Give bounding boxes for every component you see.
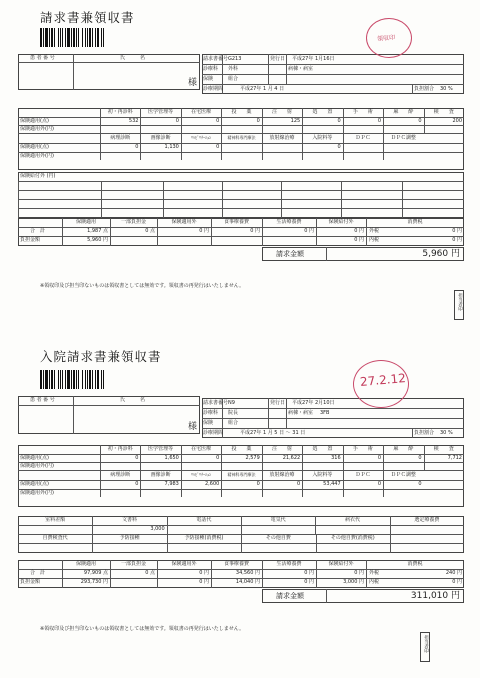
honorific: 様 xyxy=(188,422,198,432)
column-header: 病衣代 xyxy=(344,517,361,523)
rule xyxy=(140,133,141,160)
row-label: 保険適用外(円) xyxy=(20,152,54,159)
rule xyxy=(18,489,464,490)
value-cell: 0 xyxy=(135,144,139,150)
row-label: 保険適用(点) xyxy=(20,117,49,124)
column-header: 予防接種(消費税) xyxy=(184,535,224,541)
rule xyxy=(18,454,464,455)
rule xyxy=(343,108,344,133)
rule xyxy=(383,108,384,133)
dept: 院長 xyxy=(228,410,239,416)
value-cell: 53,447 xyxy=(323,481,341,487)
value-cell: 316 xyxy=(331,454,341,461)
value-cell: 1,130 xyxy=(164,144,179,150)
rule xyxy=(18,208,464,209)
rule xyxy=(383,445,384,470)
rule xyxy=(221,445,222,470)
period: 平成27年 1 月 4 日 xyxy=(240,86,285,92)
rule xyxy=(262,108,263,133)
note: ※領収印及び担当印ないものは領収書としては無効です。領収書の再発行はいたしません。 xyxy=(40,626,245,632)
value-cell: 0 円 xyxy=(354,228,364,234)
column-header: 検 査 xyxy=(433,109,454,115)
rule xyxy=(343,470,344,497)
column-header: 在宅医療 xyxy=(191,109,212,115)
tax-value: 0 円 xyxy=(452,228,462,234)
value-cell: 0 xyxy=(216,454,220,461)
value-cell: 0 xyxy=(135,454,139,461)
dept-label: 診療科 xyxy=(203,410,219,416)
column-header: 予防接種 xyxy=(119,535,140,541)
column-header: 画像診断 xyxy=(150,134,171,141)
rule xyxy=(18,152,464,153)
value-cell: 7,712 xyxy=(447,454,462,461)
column-header: ＤＰＣ xyxy=(355,134,371,141)
column-header: 入院料等 xyxy=(312,471,333,478)
value-cell: 293,730 円 xyxy=(80,579,108,585)
rule xyxy=(424,445,425,470)
value-cell: 7,983 xyxy=(164,481,179,487)
value-cell: 0 xyxy=(256,117,260,124)
column-header: 在宅医療 xyxy=(191,446,212,452)
value-cell: 1,650 xyxy=(164,454,179,461)
rule xyxy=(302,470,303,497)
rule xyxy=(241,516,242,534)
value-cell: 2,600 xyxy=(205,481,220,487)
column-header: 一部負担金 xyxy=(120,561,147,567)
value-cell: 0 円 xyxy=(199,579,209,585)
row-label: 合 計 xyxy=(30,228,46,234)
patient-no-label: 患 者 番 号 xyxy=(30,55,55,61)
column-header: 画像診断 xyxy=(150,471,171,478)
value-cell: 0 円 xyxy=(304,570,314,576)
tax-label: 内税 xyxy=(369,237,380,243)
column-header: 検 査 xyxy=(433,446,454,452)
value-cell: 5,960 円 xyxy=(87,237,108,243)
rule xyxy=(140,470,141,497)
column-header: 食事療養費 xyxy=(223,561,250,567)
rule xyxy=(221,133,222,160)
column-header: その他自費 xyxy=(265,535,291,541)
value-cell: 200 xyxy=(452,117,462,124)
row-label: 保険適用外(円) xyxy=(20,462,54,469)
column-header: ﾘﾊﾋﾞﾘﾃｰｼｮﾝ xyxy=(191,134,212,140)
column-header: 保険適用 xyxy=(75,561,97,567)
value-cell: 0 円 xyxy=(199,228,209,234)
value-cell: 2,579 xyxy=(245,454,260,461)
rule xyxy=(181,445,182,470)
name-label: 氏 名 xyxy=(120,55,146,61)
column-header: 注 射 xyxy=(271,446,293,452)
document-title: 請求書兼領収書 xyxy=(40,10,135,25)
value-cell: 0 xyxy=(418,454,422,461)
row-label: 負担金額 xyxy=(20,237,41,243)
ward-label: 病棟・病室 xyxy=(288,410,314,416)
rule xyxy=(62,560,63,588)
column-header: 保険適用外 xyxy=(171,561,197,567)
column-header: 手 術 xyxy=(352,446,373,452)
barcode xyxy=(40,28,148,47)
value-cell: 0 xyxy=(377,481,382,487)
value-cell: 0 xyxy=(377,117,382,124)
column-header: 生活療養費 xyxy=(276,561,302,567)
period-label: 診療期間 xyxy=(203,430,224,436)
rule xyxy=(92,516,93,534)
value-cell: 3,000 xyxy=(150,526,165,532)
rule xyxy=(315,516,316,534)
column-header: 消費税 xyxy=(407,561,423,567)
column-header: 精神科専門療法 xyxy=(227,471,256,477)
column-header: 投 薬 xyxy=(231,446,252,452)
rule xyxy=(92,534,93,553)
column-header: 電気代 xyxy=(270,517,286,523)
column-header: 保険給付外 xyxy=(328,561,354,567)
row-label: 保険適用(点) xyxy=(20,454,49,461)
column-header: 放射線治療 xyxy=(269,471,295,478)
column-header: 放射線治療 xyxy=(269,134,295,141)
column-header: 精神科専門療法 xyxy=(227,134,256,140)
value-cell: 0 xyxy=(216,117,220,124)
value-cell: 0 xyxy=(175,117,179,124)
rule xyxy=(211,560,212,588)
rule xyxy=(167,534,168,553)
rule xyxy=(181,133,182,160)
column-header: 電話代 xyxy=(196,517,212,523)
value-cell: 21,622 xyxy=(282,454,301,461)
rule xyxy=(100,470,101,497)
column-header: 投 薬 xyxy=(231,109,252,115)
rule xyxy=(343,445,344,470)
dept-label: 診療科 xyxy=(203,66,219,72)
value-cell: 14,040 円 xyxy=(235,579,260,585)
rule xyxy=(241,534,242,553)
rule xyxy=(181,470,182,497)
rule xyxy=(100,445,101,470)
rule xyxy=(326,247,327,261)
honorific: 様 xyxy=(188,78,198,88)
column-header: 処 置 xyxy=(312,446,333,452)
rule xyxy=(316,534,317,553)
rule xyxy=(222,181,223,218)
column-header: 消費税 xyxy=(407,219,423,225)
rule xyxy=(366,218,367,246)
receipt-stamp: 27.2.12 xyxy=(353,360,409,408)
rule xyxy=(62,218,63,246)
rule xyxy=(18,181,464,182)
rule xyxy=(18,181,19,218)
rule xyxy=(316,560,317,588)
column-header: 麻 酔 xyxy=(393,109,414,115)
claim-label: 請求金額 xyxy=(276,250,304,258)
value-cell: 0 円 xyxy=(304,579,314,585)
rule xyxy=(383,133,384,160)
rule xyxy=(157,560,158,588)
ward: 3FB xyxy=(320,410,330,416)
rule xyxy=(18,236,464,237)
claim-label: 請求金額 xyxy=(276,592,304,600)
patient-no-label: 患 者 番 号 xyxy=(30,397,55,403)
period-label: 診療期間 xyxy=(203,86,224,92)
rule xyxy=(140,445,141,470)
value-cell: 0 円 xyxy=(354,237,364,243)
tax-value: 0 円 xyxy=(452,579,462,585)
column-header: 一部負担金 xyxy=(120,219,147,225)
row-label: 合 計 xyxy=(30,570,46,576)
period: 平成27年 1 月 5 日 ～ 31 日 xyxy=(240,430,306,436)
column-header: ＤＰＣ調整 xyxy=(390,134,416,141)
rule xyxy=(18,125,464,126)
rule xyxy=(101,181,102,218)
column-header: ＤＰＣ調整 xyxy=(390,471,416,478)
value-cell: 0 xyxy=(337,144,341,150)
rule xyxy=(157,218,158,246)
rule xyxy=(366,560,367,588)
rule xyxy=(424,108,425,133)
seikyu-no-label: 請求書番号 xyxy=(203,56,229,62)
name-label: 氏 名 xyxy=(120,397,146,403)
row-label: 保険適用(点) xyxy=(20,481,49,487)
receipt-stamp: 領収印 xyxy=(366,18,412,58)
value-cell: 0 円 xyxy=(250,228,260,234)
value-cell: 0 円 xyxy=(304,228,314,234)
rule xyxy=(316,218,317,246)
issue-date: 平成27年 1月16日 xyxy=(292,56,335,62)
value-cell: 97,909 点 xyxy=(83,570,108,576)
rule xyxy=(100,108,101,133)
value-cell: 0 xyxy=(337,117,341,124)
rule xyxy=(341,181,342,218)
burden: 30 % xyxy=(440,430,453,436)
rule xyxy=(390,516,391,534)
value-cell: 0 円 xyxy=(199,570,209,576)
insurance: 組合 xyxy=(228,420,239,426)
tax-value: 240 円 xyxy=(445,570,462,576)
rule xyxy=(262,133,263,160)
rule xyxy=(262,470,263,497)
rule xyxy=(18,480,464,481)
column-header: 注 射 xyxy=(271,109,293,115)
column-header: 医学管理等 xyxy=(148,109,174,115)
rule xyxy=(18,199,464,200)
rule xyxy=(163,181,164,218)
rule xyxy=(167,516,168,534)
column-header: 手 術 xyxy=(352,109,373,115)
burden: 30 % xyxy=(440,86,453,92)
claim-amount: 311,010 円 xyxy=(410,591,460,601)
rule xyxy=(326,589,327,603)
column-header: 初・再診料 xyxy=(107,446,133,452)
value-cell: 0 円 xyxy=(354,570,364,576)
value-cell: 0 xyxy=(418,481,422,487)
non-covered-label: 保険給付外 (円) xyxy=(20,173,56,179)
rule xyxy=(390,534,391,553)
rule xyxy=(383,470,384,497)
insurance-label: 保険 xyxy=(203,76,214,82)
barcode xyxy=(40,370,148,389)
column-header: 処 置 xyxy=(312,109,333,115)
ward-label: 病棟・病室 xyxy=(288,66,314,72)
value-cell: 0 点 xyxy=(145,228,155,234)
rule xyxy=(281,181,282,218)
rule xyxy=(18,117,464,118)
rule xyxy=(221,470,222,497)
value-cell: 0 xyxy=(418,117,422,124)
value-cell: 532 xyxy=(128,117,139,124)
seikyu-no: N9 xyxy=(228,400,235,406)
value-cell: 0 xyxy=(377,454,382,461)
rule xyxy=(221,108,222,133)
rule xyxy=(262,445,263,470)
value-cell: 0 xyxy=(216,144,220,150)
value-cell: 1,987 点 xyxy=(87,228,108,234)
non-covered-box xyxy=(18,172,464,218)
rule xyxy=(302,108,303,133)
column-header: その他自費(消費税) xyxy=(330,535,375,541)
column-header: ＤＰＣ xyxy=(355,471,371,478)
value-cell: 0 xyxy=(297,481,301,487)
tax-label: 内税 xyxy=(369,579,380,585)
rule xyxy=(211,218,212,246)
rule xyxy=(110,218,111,246)
rule xyxy=(402,181,403,218)
column-header: 入院料等 xyxy=(312,134,333,141)
rule xyxy=(18,143,464,144)
tax-label: 外税 xyxy=(369,570,380,576)
burden-label: 負担割合 xyxy=(414,430,435,436)
column-header: 選定療養費 xyxy=(414,517,440,523)
column-header: 初・再診料 xyxy=(107,109,133,115)
rule xyxy=(302,445,303,470)
rule xyxy=(262,560,263,588)
row-label: 保険適用(点) xyxy=(20,144,49,150)
value-cell: 0 点 xyxy=(145,570,155,576)
column-header: 保険適用外 xyxy=(171,219,197,225)
staff-seal-box: 担当者印 xyxy=(420,632,430,662)
rule xyxy=(18,227,464,228)
column-header: 病理診断 xyxy=(110,134,131,141)
value-cell: 34,560 円 xyxy=(235,570,260,576)
issue-label: 発行日 xyxy=(270,400,286,406)
column-header: 生活療養費 xyxy=(276,219,302,225)
note: ※領収印及び担当印ないものは領収書としては無効です。領収書の再発行はいたしません。 xyxy=(40,283,245,289)
row-label: 保険適用外(円) xyxy=(20,125,54,132)
value-cell: 0 xyxy=(256,481,260,487)
rule xyxy=(140,108,141,133)
rule xyxy=(18,190,464,191)
insurance-label: 保険 xyxy=(203,420,214,426)
value-cell: 3,000 円 xyxy=(343,579,364,585)
document-title: 入院請求書兼領収書 xyxy=(40,349,162,364)
rule xyxy=(100,133,101,160)
issue-date: 平成27年 2月10日 xyxy=(292,400,335,406)
value-cell: 0 xyxy=(135,481,139,487)
column-header: 室料差額 xyxy=(45,517,66,523)
seikyu-no: G213 xyxy=(228,56,242,62)
tax-label: 外税 xyxy=(369,228,380,234)
rule xyxy=(262,218,263,246)
column-header: 麻 酔 xyxy=(393,446,414,452)
column-header: 医学管理等 xyxy=(148,446,174,452)
column-header: 食事療養費 xyxy=(223,219,250,225)
tax-value: 0 円 xyxy=(452,237,462,243)
column-header: 保険適用 xyxy=(75,219,97,225)
burden-label: 負担割合 xyxy=(414,86,435,92)
column-header: ﾘﾊﾋﾞﾘﾃｰｼｮﾝ xyxy=(191,471,212,477)
rule xyxy=(302,133,303,160)
row-label: 負担金額 xyxy=(20,579,41,585)
seikyu-no-label: 請求書番号 xyxy=(203,400,229,406)
dept: 外科 xyxy=(228,66,239,72)
rule xyxy=(110,560,111,588)
claim-amount: 5,960 円 xyxy=(422,249,460,259)
column-header: 保険給付外 xyxy=(328,219,354,225)
staff-seal-box: 担当者印 xyxy=(454,290,464,320)
value-cell: 125 xyxy=(290,117,301,124)
column-header: 自費検査代 xyxy=(42,535,68,541)
rule xyxy=(181,108,182,133)
insurance: 組合 xyxy=(228,76,239,82)
row-label: 保険適用外(円) xyxy=(20,489,54,496)
rule xyxy=(18,462,464,463)
column-header: 文書料 xyxy=(121,517,138,523)
rule xyxy=(343,133,344,160)
column-header: 病理診断 xyxy=(110,471,131,478)
issue-label: 発行日 xyxy=(270,56,286,62)
